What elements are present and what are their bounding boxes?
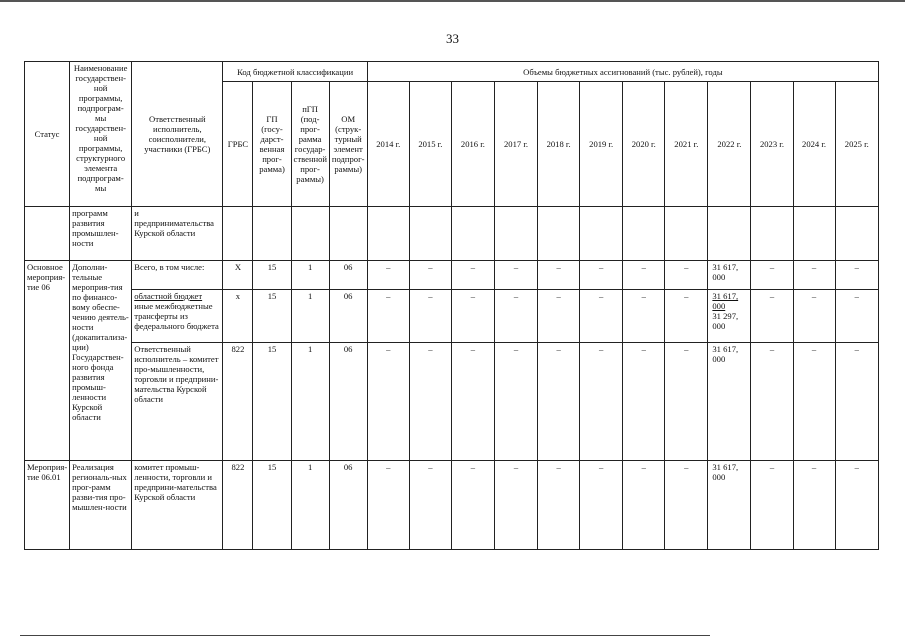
name-cell: Дополни-тельные мероприя-тия по финансо-вому обеспе-чению деятель-ности (докапитализа-ции) Государствен-ного фонда развития промыш-ленности Курской области	[70, 261, 132, 461]
value-cell: –	[367, 343, 409, 461]
value-cell: –	[580, 261, 623, 290]
grbs-cell: Х	[223, 261, 253, 290]
status-cell: Мероприя-тие 06.01	[25, 461, 70, 550]
header-kbk-group: Код бюджетной классификации	[223, 62, 367, 82]
value-cell: –	[793, 461, 835, 550]
header-year: 2021 г.	[665, 82, 708, 207]
value-cell: –	[494, 261, 537, 290]
value-cell: –	[538, 261, 580, 290]
bottom-rule	[20, 635, 710, 636]
om-cell: 06	[329, 461, 367, 550]
value-cell: –	[751, 461, 793, 550]
header-year: 2016 г.	[451, 82, 494, 207]
value-cell: –	[451, 343, 494, 461]
header-name: Наименование государствен-ной программы, подпрограм-мы государствен-ной программы, структурного элемента подпрограм-мы	[70, 62, 132, 207]
gp-cell: 15	[253, 290, 291, 343]
value-cell: –	[751, 261, 793, 290]
header-year: 2015 г.	[409, 82, 451, 207]
table-row	[25, 261, 879, 290]
value-cell: –	[451, 290, 494, 343]
header-year: 2020 г.	[623, 82, 665, 207]
value-cell: –	[835, 290, 878, 343]
header-year: 2024 г.	[793, 82, 835, 207]
value-2022-underlined: 31 617, 000	[712, 291, 739, 311]
executor-cell	[132, 290, 223, 343]
grbs-cell: х	[223, 290, 253, 343]
table-row	[25, 343, 879, 461]
table-row	[25, 461, 879, 550]
grbs-cell: 822	[223, 343, 253, 461]
om-cell: 06	[329, 261, 367, 290]
om-cell: 06	[329, 290, 367, 343]
value-cell: –	[451, 261, 494, 290]
value-cell: –	[538, 290, 580, 343]
value-cell: –	[494, 343, 537, 461]
value-cell: –	[665, 343, 708, 461]
header-year: 2025 г.	[835, 82, 878, 207]
value-cell: –	[580, 343, 623, 461]
value-cell: –	[793, 343, 835, 461]
table-row	[25, 290, 879, 343]
value-cell: –	[580, 290, 623, 343]
name-cell: Реализация региональ-ных прог-рамм разви-тия про-мышлен-ности	[70, 461, 132, 550]
executor-cell: и предпринимательства Курской области	[132, 207, 223, 261]
pgp-cell: 1	[291, 343, 329, 461]
pgp-cell: 1	[291, 290, 329, 343]
name-cell: программ развития промышлен-ности	[70, 207, 132, 261]
value-cell: –	[623, 343, 665, 461]
gp-cell: 15	[253, 461, 291, 550]
header-pgp: пГП (под-прог-рамма государ-ственной прог-раммы)	[291, 82, 329, 207]
value-cell-2022: 31 617, 000	[708, 343, 751, 461]
value-cell: –	[623, 461, 665, 550]
value-cell: –	[665, 261, 708, 290]
value-cell: –	[623, 290, 665, 343]
value-cell-2022: 31 617, 000	[708, 261, 751, 290]
header-gp: ГП (госу-дарст-венная прог-рамма)	[253, 82, 291, 207]
value-cell: –	[835, 343, 878, 461]
budget-table	[24, 61, 879, 550]
header-year: 2017 г.	[494, 82, 537, 207]
value-2022-rest: 31 297, 000	[712, 311, 739, 331]
value-cell: –	[451, 461, 494, 550]
value-cell-2022	[708, 290, 751, 343]
value-cell-2022: 31 617, 000	[708, 461, 751, 550]
value-cell: –	[367, 290, 409, 343]
value-cell: –	[367, 461, 409, 550]
gp-cell: 15	[253, 261, 291, 290]
page-number: 33	[446, 31, 459, 46]
value-cell: –	[751, 343, 793, 461]
status-cell: Основное мероприя-тие 06	[25, 261, 70, 461]
header-status: Статус	[25, 62, 70, 207]
value-cell: –	[409, 290, 451, 343]
header-grbs: ГРБС	[223, 82, 253, 207]
value-cell: –	[367, 261, 409, 290]
value-cell: –	[793, 290, 835, 343]
executor-cell: Ответственный исполнитель – комитет про-мышленности, торговли и предприни-мательства Курской области	[132, 343, 223, 461]
value-cell: –	[494, 290, 537, 343]
grbs-cell: 822	[223, 461, 253, 550]
executor-cell: комитет промыш-ленности, торговли и предприни-мательства Курской области	[132, 461, 223, 550]
value-cell: –	[665, 461, 708, 550]
value-cell: –	[665, 290, 708, 343]
value-cell: –	[580, 461, 623, 550]
value-cell: –	[835, 261, 878, 290]
value-cell: –	[623, 261, 665, 290]
top-rule	[0, 0, 905, 2]
pgp-cell: 1	[291, 261, 329, 290]
value-cell: –	[751, 290, 793, 343]
value-cell: –	[409, 461, 451, 550]
value-cell: –	[494, 461, 537, 550]
header-budget-group: Объемы бюджетных ассигнований (тыс. рублей), годы	[367, 62, 878, 82]
executor-underlined: областной бюджет	[134, 291, 203, 301]
om-cell: 06	[329, 343, 367, 461]
executor-cell: Всего, в том числе:	[132, 261, 223, 290]
header-executor: Ответственный исполнитель, соисполнители, участники (ГРБС)	[132, 62, 223, 207]
header-row-1	[25, 62, 879, 82]
table-row	[25, 207, 879, 261]
value-cell: –	[538, 343, 580, 461]
gp-cell: 15	[253, 343, 291, 461]
header-year: 2018 г.	[538, 82, 580, 207]
value-cell: –	[538, 461, 580, 550]
value-cell: –	[835, 461, 878, 550]
header-year: 2023 г.	[751, 82, 793, 207]
header-om: ОМ (струк-турный элемент подпрог-раммы)	[329, 82, 367, 207]
status-cell	[25, 207, 70, 261]
value-cell: –	[409, 343, 451, 461]
header-year: 2014 г.	[367, 82, 409, 207]
header-year: 2022 г.	[708, 82, 751, 207]
value-cell: –	[793, 261, 835, 290]
pgp-cell: 1	[291, 461, 329, 550]
value-cell: –	[409, 261, 451, 290]
header-year: 2019 г.	[580, 82, 623, 207]
executor-rest: иные межбюджетные трансферты из федерального бюджета	[134, 301, 219, 331]
